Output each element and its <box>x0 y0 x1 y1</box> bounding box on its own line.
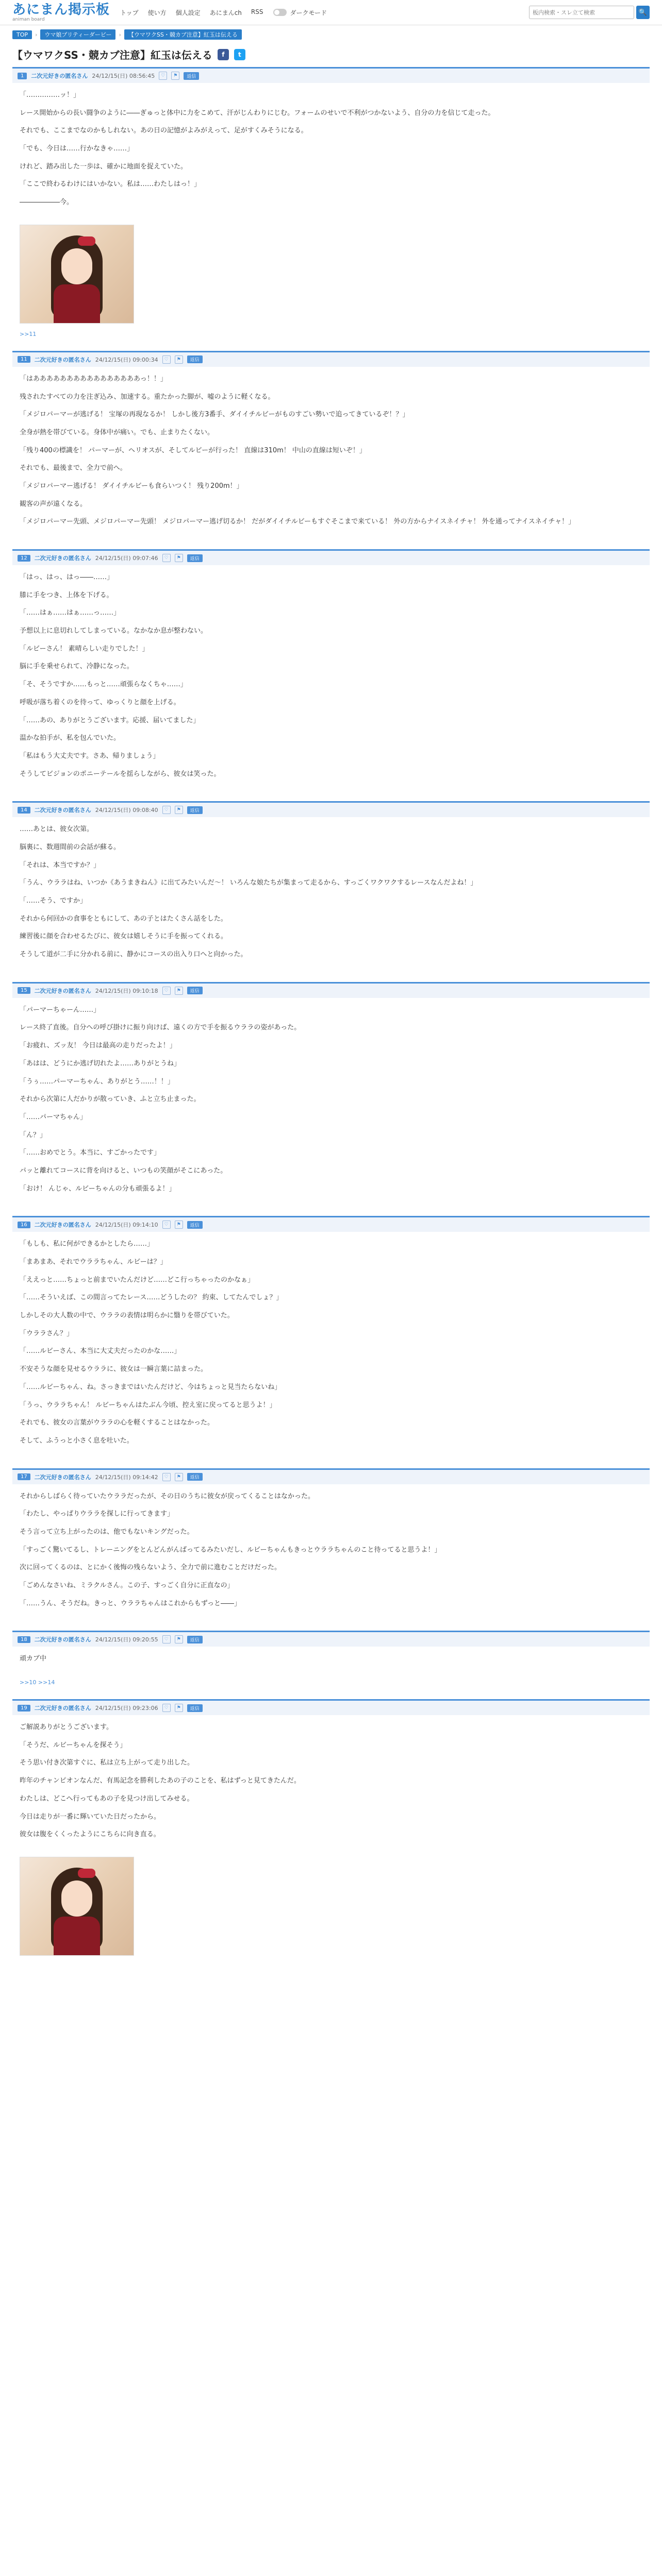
chevron-right-icon: › <box>35 31 38 38</box>
post <box>12 1216 650 1459</box>
post-paragraph: 予想以上に息切れしてしまっている。なかなか息が整わない。 <box>20 627 208 635</box>
post-paragraph: 「おけ！ んじゃ、ルビーちゃんの分も頑張るよ！」 <box>20 1184 176 1193</box>
post-paragraph: 次に回ってくるのは、とにかく後悔の残らないよう、全力で前に進むことだけだった。 <box>20 1564 282 1572</box>
post-body <box>12 1647 650 1677</box>
post <box>12 1468 650 1622</box>
post-paragraph: 「メジロパーマーが逃げる！ 宝塚の再現なるか！ しかし後方3番手、ダイイチルビーがものすごい勢いで追ってきているぞ！？」 <box>20 411 409 419</box>
post-paragraph: そう思い付き次第すぐに、私は立ち上がって走り出した。 <box>20 1759 194 1767</box>
post-paragraph: 「残り400の標識を！ パーマーが、ヘリオスが、そしてルビーが行った！ 直線は310m！ 中山の直線は短いぞ！」 <box>20 446 366 454</box>
post-number[interactable]: 16 <box>18 1222 30 1228</box>
post-paragraph: 残されたすべての力を注ぎ込み、加速する。重たかった脚が、嘘のように軽くなる。 <box>20 393 275 401</box>
nav-item-rss[interactable]: RSS <box>251 8 263 15</box>
post-paragraph: 「もしも、私に何ができるかとしたら……」 <box>20 1240 154 1248</box>
post-paragraph: 「うぅ……パーマーちゃん、ありがとう……！！」 <box>20 1077 174 1086</box>
toggle-icon[interactable] <box>273 9 287 16</box>
like-icon[interactable]: ♡ <box>162 806 171 814</box>
post-footer <box>12 329 650 342</box>
post-paragraph: それからしばらく待っていたウララだったが、その日のうちに彼女が戻ってくることはなかった。 <box>20 1492 315 1500</box>
character-outfit <box>54 284 100 324</box>
post-header <box>12 352 650 367</box>
post-paragraph: 「メジロパーマー逃げる！ ダイイチルビーも食らいつく！ 残り200m！」 <box>20 482 243 490</box>
flag-icon[interactable]: ⚑ <box>171 72 179 80</box>
like-icon[interactable]: ♡ <box>162 1473 171 1481</box>
post-paragraph: そして、ふうっと小さく息を吐いた。 <box>20 1436 134 1445</box>
reply-button[interactable]: 返信 <box>187 987 203 994</box>
post-paragraph: 「わたし、やっぱりウララを探しに行ってきます」 <box>20 1510 174 1518</box>
post-paragraph: 「……あの、ありがとうございます。応援、届いてました」 <box>20 716 200 724</box>
post-header <box>12 1470 650 1484</box>
post-paragraph: 「でも、今日は……行かなきゃ……」 <box>20 145 134 153</box>
post-paragraph: 「ごめんなさいね、ミラクルさん。この子、すっごく自分に正直なの」 <box>20 1582 234 1589</box>
logo-main[interactable]: あにまん掲示板 <box>12 2 110 18</box>
reply-link[interactable]: >>10 >>14 <box>20 1679 55 1686</box>
post-paragraph: それでも、ここまでなのかもしれない。あの日の記憶がよみがえって、足がすくみそうになる。 <box>20 127 308 135</box>
poster-name: 二次元好きの匿名さん <box>34 1636 91 1643</box>
post-image[interactable] <box>20 1857 134 1956</box>
post-paragraph: 「はああああああああああああああああっ！！」 <box>20 375 167 383</box>
post-paragraph: 「すっごく驚いてるし、トレーニングをとんどんがんばってるみたいだし、ルビーちゃんもきっとウララちゃんのこと待ってると思うよ！」 <box>20 1546 441 1554</box>
post-body <box>12 565 650 792</box>
post-paragraph: 「ここで終わるわけにはいかない。私は……わたしはっ！」 <box>20 180 201 189</box>
breadcrumb <box>0 25 662 44</box>
post-header <box>12 803 650 817</box>
chevron-right-icon: › <box>119 31 121 38</box>
poster-name: 二次元好きの匿名さん <box>34 807 91 814</box>
top-nav <box>120 8 263 17</box>
post-paragraph: 「そ、そうですか……もっと……頑張らなくちゃ……」 <box>20 681 187 689</box>
flag-icon[interactable]: ⚑ <box>175 806 183 814</box>
post <box>12 1631 650 1690</box>
flag-icon[interactable]: ⚑ <box>175 1221 183 1229</box>
post-paragraph: 「はっ、はっ、はっ――……」 <box>20 573 114 581</box>
twitter-icon[interactable]: t <box>234 49 245 60</box>
post-paragraph: 「ん？」 <box>20 1131 47 1139</box>
flag-icon[interactable]: ⚑ <box>175 554 183 562</box>
post-body <box>12 817 650 973</box>
search-icon[interactable]: 🔍 <box>636 6 650 19</box>
post-paragraph: それでも、最後まで、全力で前へ。 <box>20 464 127 472</box>
post <box>12 801 650 973</box>
post-header <box>12 1217 650 1232</box>
post-date: 24/12/15(日) 09:14:10 <box>95 1222 158 1229</box>
post-paragraph: 「……そう、ですか」 <box>20 897 87 905</box>
post-paragraph: 「私はもう大丈夫です。さあ、帰りましょう」 <box>20 752 160 760</box>
post-footer <box>12 1677 650 1690</box>
post-paragraph: 練習後に顔を合わせるたびに、彼女は嬉しそうに手を振ってくれる。 <box>20 933 228 941</box>
post <box>12 1699 650 1956</box>
post-paragraph: 温かな拍手が、私を包んでいた。 <box>20 734 121 742</box>
reply-button[interactable]: 返信 <box>187 1221 203 1229</box>
post-paragraph: そうしてビジョンのポニーテールを揺らしながら、彼女は笑った。 <box>20 770 221 778</box>
poster-name: 二次元好きの匿名さん <box>34 1473 91 1481</box>
nav-item-top[interactable]: トップ <box>120 9 139 16</box>
flag-icon[interactable]: ⚑ <box>175 1473 183 1481</box>
poster-name: 二次元好きの匿名さん <box>34 356 91 363</box>
flag-icon[interactable]: ⚑ <box>175 1635 183 1643</box>
post <box>12 351 650 540</box>
post-header <box>12 1701 650 1715</box>
flag-icon[interactable]: ⚑ <box>175 1704 183 1712</box>
post-body <box>12 83 650 221</box>
post-date: 24/12/15(日) 09:08:40 <box>95 807 158 814</box>
post-body <box>12 1484 650 1622</box>
post-paragraph: しかしその大人数の中で、ウララの表情は明らかに翳りを帯びていた。 <box>20 1312 234 1320</box>
post-paragraph: 「ルビーさん！ 素晴らしい走りでした！」 <box>20 645 149 653</box>
post-body <box>12 998 650 1207</box>
post-body <box>12 1232 650 1459</box>
post-paragraph: 「そうだ、ルビーちゃんを探そう」 <box>20 1741 127 1749</box>
poster-name: 二次元好きの匿名さん <box>34 1705 91 1712</box>
breadcrumb-thread[interactable]: 【ウマワクSS・競カブ注意】紅玉は伝える <box>124 29 242 40</box>
post-date: 24/12/15(日) 09:23:06 <box>95 1705 158 1712</box>
post-number[interactable]: 1 <box>18 73 27 79</box>
logo-sub: animan board <box>12 16 45 22</box>
post-paragraph: 「それは、本当ですか？」 <box>20 861 101 869</box>
post-header <box>12 1632 650 1647</box>
post-paragraph: そう言って立ち上がったのは、他でもないキングだった。 <box>20 1528 194 1536</box>
post-paragraph: 「ウララさん？」 <box>20 1329 74 1337</box>
post-paragraph: けれど、踏み出した一歩は、確かに地面を捉えていた。 <box>20 162 188 171</box>
search-bar <box>529 6 650 19</box>
dark-mode-label: ダークモード <box>290 9 327 16</box>
reply-link[interactable]: >>11 <box>20 330 37 337</box>
breadcrumb-top[interactable]: TOP <box>12 30 32 39</box>
post-paragraph: それから次第に人だかりが散っていき、ふと立ち止まった。 <box>20 1095 201 1104</box>
character-bow <box>78 1869 95 1878</box>
reply-button[interactable]: 返信 <box>187 806 203 814</box>
post-number[interactable]: 14 <box>18 807 30 814</box>
post-number[interactable]: 18 <box>18 1636 30 1643</box>
post-paragraph: ご解説ありがとうございます。 <box>20 1723 113 1732</box>
post-date: 24/12/15(日) 09:20:55 <box>95 1636 158 1643</box>
post-paragraph: 「うっ、ウララちゃん！ ルビーちゃんはたぶん今頃、控え室に戻ってると思うよ！」 <box>20 1401 276 1409</box>
post-list <box>0 67 662 1956</box>
post-paragraph: 「あはは、どうにか逃げ切れたよ……ありがとうね」 <box>20 1059 181 1067</box>
post-paragraph: ――――――今。 <box>20 198 74 207</box>
post-header <box>12 551 650 565</box>
post-paragraph: 「まあまあ、それでウララちゃん、ルビーは？」 <box>20 1258 167 1266</box>
post-header <box>12 69 650 83</box>
search-input[interactable] <box>529 6 634 19</box>
post-body <box>12 367 650 540</box>
post-number[interactable]: 15 <box>18 987 30 994</box>
post-paragraph: 膝に手をつき、上体を下げる。 <box>20 591 113 599</box>
post <box>12 549 650 792</box>
post-paragraph: わたしは、どこへ行ってもあの子を見つけ出してみせる。 <box>20 1794 194 1803</box>
reply-button[interactable]: 返信 <box>187 355 203 363</box>
site-logo[interactable] <box>12 3 110 22</box>
nav-item-animanch[interactable]: あにまんch <box>209 9 242 16</box>
post-number[interactable]: 12 <box>18 555 30 562</box>
reply-button[interactable]: 返信 <box>187 1636 203 1643</box>
post-date: 24/12/15(日) 09:14:42 <box>95 1473 158 1481</box>
character-face <box>61 1880 92 1917</box>
poster-name: 二次元好きの匿名さん <box>34 987 91 994</box>
like-icon[interactable]: ♡ <box>162 554 171 562</box>
character-bow <box>78 236 95 246</box>
post-paragraph: 昨年のチャンピオンなんだ、有馬記念を勝利したあの子のことを、私はずっと見てきたんだ。 <box>20 1777 301 1785</box>
reply-button[interactable]: 返信 <box>187 1473 203 1481</box>
post-paragraph: 全身が熱を帯びている。身体中が痛い。でも、止まりたくない。 <box>20 428 214 436</box>
character-face <box>61 248 92 284</box>
post-date: 24/12/15(日) 09:10:18 <box>95 987 158 994</box>
post-paragraph: 「ええっと……ちょっと前までいたんだけど……どこ行っちゃったのかなぁ」 <box>20 1276 255 1284</box>
post-paragraph: 不安そうな顔を見せるウララに、彼女は一瞬言葉に詰まった。 <box>20 1365 208 1374</box>
post-paragraph: 「……おめでとう。本当に、すごかったです」 <box>20 1149 161 1157</box>
post-paragraph: 頑カブ中 <box>20 1655 47 1663</box>
reply-button[interactable]: 返信 <box>187 554 203 562</box>
post-paragraph: 「……ルビーさん、本当に大丈夫だったのかな……」 <box>20 1347 181 1355</box>
breadcrumb-board[interactable]: ウマ娘プリティーダービー <box>40 29 115 40</box>
flag-icon[interactable]: ⚑ <box>175 987 183 995</box>
post-body <box>12 1715 650 1853</box>
post-paragraph: 脳裏に、数週間前の会話が蘇る。 <box>20 843 121 851</box>
post-paragraph: ……あとは、彼女次第。 <box>20 825 94 834</box>
post-paragraph: 「……うん、そうだね。きっと、ウララちゃんはこれからもずっと――」 <box>20 1599 241 1607</box>
page-title: 【ウマワクSS・競カブ注意】紅玉は伝える <box>12 49 212 61</box>
post-paragraph: それでも、彼女の言葉がウララの心を軽くすることはなかった。 <box>20 1419 214 1427</box>
like-icon[interactable]: ♡ <box>162 1221 171 1229</box>
post-paragraph: 「……………ッ！」 <box>20 91 80 99</box>
post-header <box>12 984 650 998</box>
like-icon[interactable]: ♡ <box>162 987 171 995</box>
post-paragraph: 「メジロパーマー先頭、メジロパーマー先頭！ メジロパーマー逃げ切るか！ だがダイイチルビーもすぐそこまで来ている！ 外の方からナイスネイチャ！ 外を通ってナイスネイチャ！」 <box>20 518 575 526</box>
character-outfit <box>54 1917 100 1956</box>
poster-name: 二次元好きの匿名さん <box>31 73 88 79</box>
post-paragraph: レース開始からの長い闘争のように――ぎゅっと体中に力をこめて、汗がじんわりにじむ。フォームのせいで不利がつかないよう、自分の力を信じて走った。 <box>20 109 495 117</box>
post-paragraph: 「うん、ウララはね、いつか《あうまきねん》に出てみたいんだ～！ いろんな娘たちが集まって走るから、すっごくワクワクするレースなんだよね！」 <box>20 879 477 887</box>
post-number[interactable]: 17 <box>18 1473 30 1480</box>
post-paragraph: レース終了直後。自分への呼び掛けに振り向けば、遠くの方で手を振るウララの姿があった。 <box>20 1024 301 1032</box>
post-paragraph: 「……そういえば、この間言ってたレース……どうしたの？ 約束、してたんでしょ？」 <box>20 1294 283 1302</box>
post-paragraph: 「お疲れ、ズッ友！ 今日は最高の走りだったよ！」 <box>20 1042 176 1050</box>
post-paragraph: 「……パーマちゃん」 <box>20 1113 87 1121</box>
post-paragraph: 脳に手を乗せられて、冷静になった。 <box>20 663 134 671</box>
flag-icon[interactable]: ⚑ <box>175 355 183 364</box>
like-icon[interactable]: ♡ <box>162 1635 171 1643</box>
like-icon[interactable]: ♡ <box>162 355 171 364</box>
post-date: 24/12/15(日) 09:00:34 <box>95 356 158 363</box>
post-paragraph: パッと離れてコースに背を向けると、いつもの笑顔がそこにあった。 <box>20 1166 227 1175</box>
post-paragraph: 「……ルビーちゃん、ね。さっきまではいたんだけど、今はちょっと見当たらないね」 <box>20 1383 282 1391</box>
post-paragraph: 「パーマーちゃーん……」 <box>20 1006 101 1014</box>
site-header <box>0 0 662 25</box>
post-paragraph: 観客の声が遠くなる。 <box>20 500 87 508</box>
post-paragraph: 今日は走りが一番に輝いていた日だったから。 <box>20 1812 161 1821</box>
post-image[interactable] <box>20 225 134 324</box>
post-number[interactable]: 11 <box>18 356 30 363</box>
post <box>12 982 650 1207</box>
post-number[interactable]: 19 <box>18 1705 30 1711</box>
post-date: 24/12/15(日) 09:07:46 <box>95 555 158 562</box>
like-icon[interactable]: ♡ <box>159 72 167 80</box>
dark-mode-switch[interactable] <box>273 8 327 17</box>
post-paragraph: 呼吸が落ち着くのを待って、ゆっくりと顔を上げる。 <box>20 698 180 706</box>
poster-name: 二次元好きの匿名さん <box>34 555 91 562</box>
post-date: 24/12/15(日) 08:56:45 <box>92 73 155 79</box>
reply-button[interactable]: 返信 <box>187 1704 203 1712</box>
post-paragraph: それから何回かの食事をともにして、あの子とはたくさん話をした。 <box>20 914 227 923</box>
post-paragraph: 「……はぁ……はぁ……っ……」 <box>20 609 121 617</box>
like-icon[interactable]: ♡ <box>162 1704 171 1712</box>
facebook-icon[interactable]: f <box>218 49 229 60</box>
poster-name: 二次元好きの匿名さん <box>34 1222 91 1229</box>
nav-item-settings[interactable]: 個人設定 <box>175 9 201 16</box>
nav-item-usage[interactable]: 使い方 <box>147 9 167 16</box>
thread-title-row <box>0 44 662 67</box>
reply-button[interactable]: 返信 <box>184 72 199 80</box>
post-paragraph: 彼女は腹をくくったようにこちらに向き直る。 <box>20 1831 160 1839</box>
post-paragraph: そうして道が二手に分かれる前に、静かにコースの出入り口へと向かった。 <box>20 951 247 959</box>
post <box>12 67 650 342</box>
